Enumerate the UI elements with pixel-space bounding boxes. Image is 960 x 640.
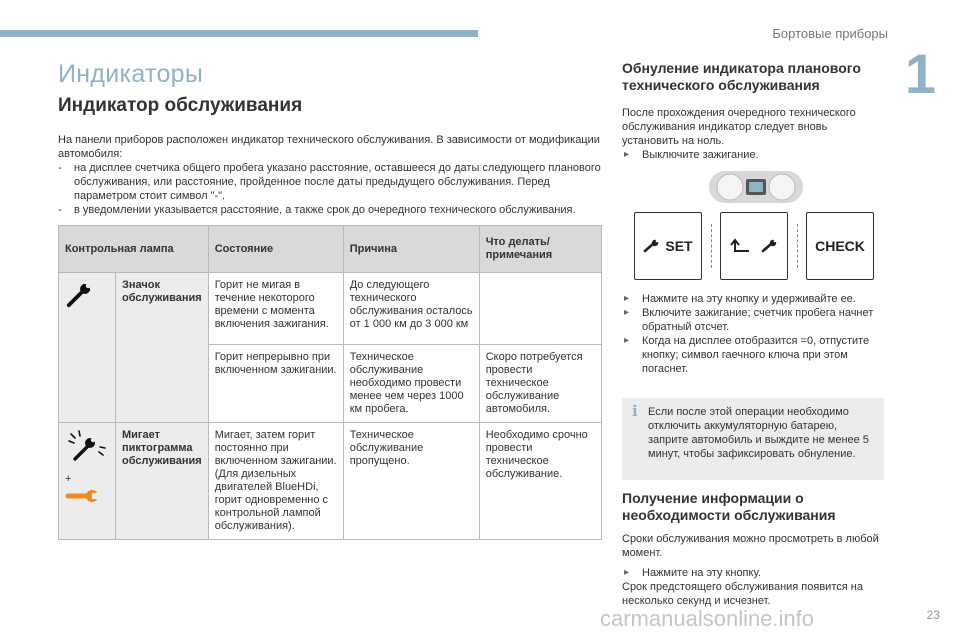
- list-item: - на дисплее счетчика общего пробега указано расстояние, оставшееся до даты следующего планового обслуживания, или расстояние, пройденное после даты предыдущего обслуживания. Перед параметром стоит символ "-".: [58, 161, 603, 203]
- info-heading: Получение информации о необходимости обслуживания: [622, 490, 836, 523]
- action-cell: [479, 273, 601, 345]
- wrench-icon: [761, 239, 779, 253]
- set-button[interactable]: [634, 212, 702, 280]
- state-cell: Мигает, затем горит постоянно при включенном зажигании. (Для дизельных двигателей BlueHDi, горит одновременно с контрольной лампой обслуживания).: [208, 423, 343, 540]
- check-label: CHECK: [815, 238, 865, 254]
- step-item: ▸ Нажмите на эту кнопку и удерживайте ее.: [622, 292, 886, 306]
- lamp-name: Мигает пиктограмма обслуживания: [116, 423, 209, 540]
- list-item: - в уведомлении указывается расстояние, а также срок до очередного технического обслуживания.: [58, 203, 603, 217]
- reset-button[interactable]: [720, 212, 788, 280]
- left-column: [58, 60, 603, 217]
- intro-list: [58, 161, 603, 217]
- step-item: ▸ Выключите зажигание.: [622, 148, 886, 162]
- subsection-title: Индикатор обслуживания: [58, 95, 303, 116]
- info-text: Если после этой операции необходимо отключить аккумуляторную батарею, заприте автомобиль и выждите не менее 5 минут, чтобы зафиксировать обнуление.: [648, 406, 869, 460]
- separator: [711, 224, 713, 268]
- cause-cell: Техническое обслуживание пропущено.: [343, 423, 479, 540]
- table-header-row: [59, 226, 602, 273]
- reset-steps: [622, 292, 886, 376]
- reset-paragraph: После прохождения очередного технического обслуживания индикатор следует вновь установить на ноль.: [622, 107, 856, 147]
- action-cell: Необходимо срочно провести техническое обслуживание.: [479, 423, 601, 540]
- action-cell: Скоро потребуется провести техническое обслуживание автомобиля.: [479, 345, 601, 423]
- running-header: Бортовые приборы: [772, 26, 888, 41]
- instrument-cluster-icon: [708, 170, 804, 204]
- table-row: [59, 423, 602, 540]
- top-accent-bar: [0, 30, 478, 37]
- step-item: ▸ Нажмите на эту кнопку.: [622, 566, 886, 580]
- info-icon: i: [632, 402, 638, 420]
- intro-paragraph: На панели приборов расположен индикатор технического обслуживания. В зависимости от модификации автомобиля:: [58, 134, 600, 160]
- orange-wrench-icon: [65, 485, 99, 507]
- chapter-number: 1: [904, 42, 936, 105]
- flashing-wrench-icon: [65, 429, 109, 469]
- section-title: Индикаторы: [58, 60, 204, 88]
- page-number: 23: [926, 608, 940, 622]
- set-label: SET: [665, 238, 693, 254]
- plus-sign: +: [65, 473, 72, 485]
- info-section: [622, 490, 886, 608]
- info-box: [622, 398, 884, 480]
- lamp-cell: [59, 273, 116, 423]
- cause-cell: Техническое обслуживание необходимо провести менее чем через 1000 км пробега.: [343, 345, 479, 423]
- separator: [797, 224, 799, 268]
- right-column: [622, 60, 886, 162]
- watermark: carmanualsonline.info: [600, 606, 815, 631]
- reset-heading: Обнуление индикатора планового технического обслуживания: [622, 60, 861, 93]
- step-item: ▸ Включите зажигание; счетчик пробега начнет обратный отсчет.: [622, 306, 886, 334]
- state-cell: Горит не мигая в течение некоторого времени с момента включения зажигания.: [208, 273, 343, 345]
- col-header-action: Что делать/ примечания: [479, 226, 601, 273]
- col-header-lamp: Контрольная лампа: [59, 226, 209, 273]
- intro-text: [58, 133, 603, 217]
- wrench-icon: [643, 239, 661, 253]
- lamp-cell: [59, 423, 116, 540]
- table-row: [59, 273, 602, 345]
- cause-cell: До следующего технического обслуживания осталось от 1 000 км до 3 000 км: [343, 273, 479, 345]
- wrench-icon: [65, 279, 95, 309]
- indicator-table: [58, 225, 602, 540]
- check-button[interactable]: [806, 212, 874, 280]
- col-header-state: Состояние: [208, 226, 343, 273]
- state-cell: Горит непрерывно при включенном зажигании.: [208, 345, 343, 423]
- lamp-name: Значок обслуживания: [116, 273, 209, 423]
- reset-arrow-icon: [729, 237, 755, 255]
- button-panel: [634, 212, 874, 280]
- step-item: ▸ Когда на дисплее отобразится =0, отпустите кнопку; символ гаечного ключа при этом погаснет.: [622, 334, 886, 376]
- info-result: Срок предстоящего обслуживания появится на несколько секунд и исчезнет.: [622, 581, 863, 607]
- info-paragraph: Сроки обслуживания можно просмотреть в любой момент.: [622, 533, 879, 559]
- col-header-cause: Причина: [343, 226, 479, 273]
